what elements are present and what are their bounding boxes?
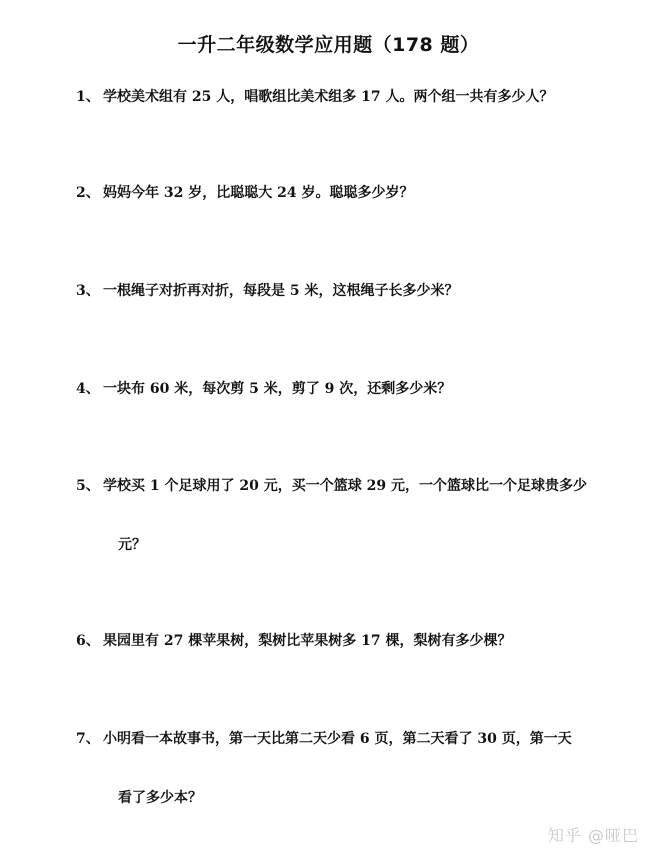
question-number: 1、 (76, 89, 100, 105)
question-text: 一块布 60 米，每次剪 5 米，剪了 9 次，还剩多少米？ (103, 381, 452, 397)
question-text: 妈妈今年 32 岁，比聪聪大 24 岁。聪聪多少岁？ (103, 185, 414, 201)
question-text-continuation: 元？ (118, 537, 146, 553)
question-text: 学校美术组有 25 人，唱歌组比美术组多 17 人。两个组一共有多少人？ (103, 89, 554, 105)
watermark: 知乎 @哑巴 (547, 826, 639, 845)
question-text: 学校买 1 个足球用了 20 元，买一个篮球 29 元，一个篮球比一个足球贵多少 (103, 478, 587, 494)
page-title: 一升二年级数学应用题（178 题） (177, 34, 480, 56)
question-number: 4、 (76, 381, 100, 397)
question-text-continuation: 看了多少本？ (118, 790, 202, 806)
question-number: 7、 (76, 731, 100, 747)
question-number: 6、 (76, 633, 100, 649)
question-number: 3、 (76, 283, 100, 299)
question-text: 小明看一本故事书，第一天比第二天少看 6 页，第二天看了 30 页，第一天 (103, 731, 572, 747)
question-number: 2、 (76, 185, 100, 201)
question-number: 5、 (76, 478, 100, 494)
question-text: 果园里有 27 棵苹果树，梨树比苹果树多 17 棵，梨树有多少棵？ (103, 633, 512, 649)
question-text: 一根绳子对折再对折，每段是 5 米，这根绳子长多少米？ (103, 283, 459, 299)
